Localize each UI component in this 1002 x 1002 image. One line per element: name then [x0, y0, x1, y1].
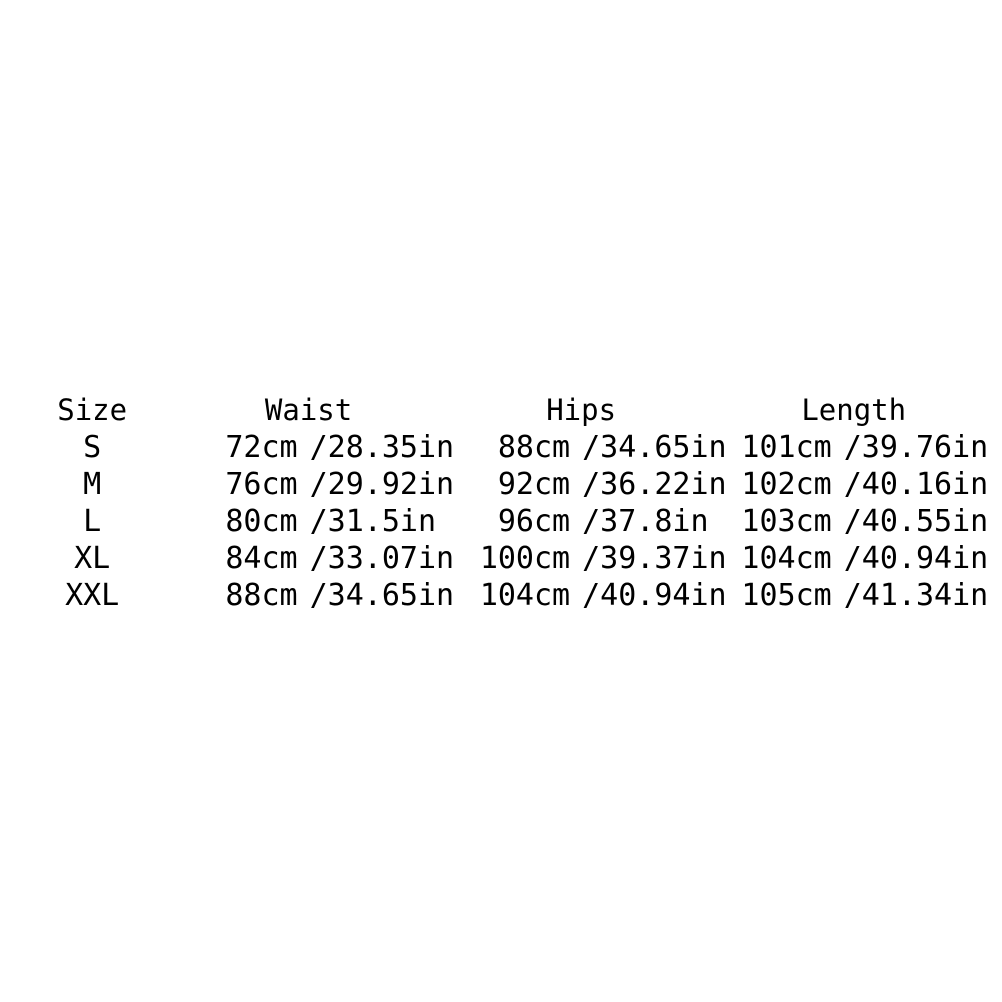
cell-length-cm: 102cm — [741, 467, 832, 502]
cell-waist-in: /33.07in — [309, 541, 455, 576]
cell-hips-cm: 92cm — [497, 467, 571, 502]
cell-size: L — [83, 504, 102, 539]
column-header-size: Size — [57, 393, 128, 427]
table-row — [12, 540, 990, 577]
cell-waist-cm: 84cm — [225, 541, 298, 576]
cell-hips-cm: 88cm — [497, 430, 571, 465]
cell-size: M — [83, 467, 102, 502]
cell-length — [717, 540, 990, 577]
cell-waist-cm: 72cm — [225, 430, 298, 465]
cell-hips-cm: 104cm — [479, 578, 571, 613]
cell-length — [717, 466, 990, 503]
table-row — [12, 429, 990, 466]
cell-hips — [445, 577, 727, 614]
table-row — [12, 503, 990, 540]
cell-hips-cm: 96cm — [497, 504, 571, 539]
cell-hips-in: /40.94in — [582, 578, 727, 613]
cell-length-in: /40.94in — [843, 541, 989, 576]
cell-hips-in: /37.8in — [582, 504, 709, 539]
column-header-length: Length — [801, 393, 907, 427]
cell-size: S — [83, 430, 102, 465]
size-chart-table — [12, 392, 990, 614]
cell-hips — [445, 466, 727, 503]
cell-waist-in: /31.5in — [309, 504, 437, 539]
table-header-row — [12, 392, 990, 429]
cell-length-cm: 103cm — [741, 504, 832, 539]
cell-length — [717, 503, 990, 540]
cell-length — [717, 429, 990, 466]
cell-length — [717, 577, 990, 614]
cell-size: XXL — [65, 578, 120, 613]
cell-length-cm: 105cm — [741, 578, 832, 613]
cell-hips-in: /36.22in — [582, 467, 727, 502]
cell-size: XL — [74, 541, 111, 576]
cell-length-in: /41.34in — [843, 578, 989, 613]
cell-length-in: /40.55in — [843, 504, 989, 539]
cell-hips-cm: 100cm — [479, 541, 571, 576]
cell-length-cm: 101cm — [741, 430, 832, 465]
cell-waist — [172, 577, 455, 614]
cell-hips — [445, 540, 727, 577]
cell-waist-cm: 80cm — [225, 504, 298, 539]
cell-length-cm: 104cm — [741, 541, 832, 576]
cell-hips-in: /39.37in — [582, 541, 727, 576]
cell-hips — [445, 429, 727, 466]
cell-waist-in: /28.35in — [309, 430, 455, 465]
cell-waist-cm: 88cm — [225, 578, 298, 613]
column-header-waist: Waist — [264, 393, 353, 427]
cell-length-in: /40.16in — [843, 467, 989, 502]
cell-length-in: /39.76in — [843, 430, 989, 465]
cell-hips-in: /34.65in — [582, 430, 727, 465]
column-header-hips: Hips — [546, 393, 617, 427]
cell-waist — [172, 503, 445, 540]
cell-waist-cm: 76cm — [225, 467, 298, 502]
cell-waist-in: /29.92in — [309, 467, 455, 502]
cell-hips — [445, 503, 718, 540]
cell-waist — [172, 466, 455, 503]
cell-waist-in: /34.65in — [309, 578, 455, 613]
table-row — [12, 577, 990, 614]
cell-waist — [172, 429, 455, 466]
table-row — [12, 466, 990, 503]
cell-waist — [172, 540, 455, 577]
